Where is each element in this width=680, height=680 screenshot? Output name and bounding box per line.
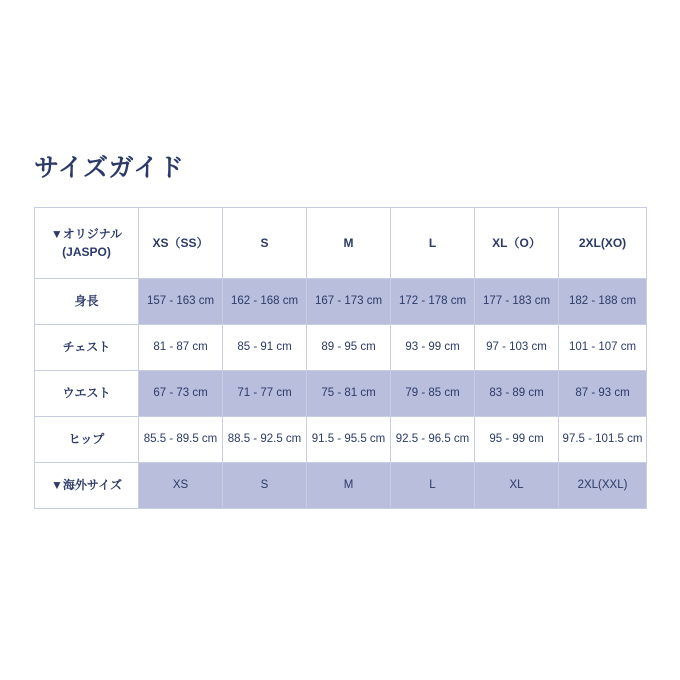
column-header-l: L: [391, 208, 475, 279]
row-label-overseas-size: ▼海外サイズ: [35, 463, 139, 509]
cell-overseas-m: M: [307, 463, 391, 509]
corner-label-line1: ▼オリジナル: [50, 227, 123, 241]
table-body: [35, 279, 647, 509]
cell-chest-s: 85 - 91 cm: [223, 325, 307, 371]
cell-overseas-s: S: [223, 463, 307, 509]
size-guide-table: [34, 207, 647, 509]
table-corner-header: [35, 208, 139, 279]
cell-overseas-xl: XL: [475, 463, 559, 509]
cell-hip-l: 92.5 - 96.5 cm: [391, 417, 475, 463]
table-header: [35, 208, 647, 279]
cell-waist-xs: 67 - 73 cm: [139, 371, 223, 417]
cell-chest-xl: 97 - 103 cm: [475, 325, 559, 371]
row-label-chest: チェスト: [35, 325, 139, 371]
column-header-xs: XS（SS）: [139, 208, 223, 279]
table-row: [35, 463, 647, 509]
cell-waist-m: 75 - 81 cm: [307, 371, 391, 417]
cell-height-s: 162 - 168 cm: [223, 279, 307, 325]
cell-height-m: 167 - 173 cm: [307, 279, 391, 325]
cell-chest-xs: 81 - 87 cm: [139, 325, 223, 371]
cell-chest-2xl: 101 - 107 cm: [559, 325, 647, 371]
table-row: [35, 417, 647, 463]
cell-hip-xs: 85.5 - 89.5 cm: [139, 417, 223, 463]
cell-overseas-2xl: 2XL(XXL): [559, 463, 647, 509]
cell-height-l: 172 - 178 cm: [391, 279, 475, 325]
column-header-xl: XL（O）: [475, 208, 559, 279]
cell-hip-s: 88.5 - 92.5 cm: [223, 417, 307, 463]
cell-waist-xl: 83 - 89 cm: [475, 371, 559, 417]
cell-height-xl: 177 - 183 cm: [475, 279, 559, 325]
table-row: [35, 325, 647, 371]
row-label-height: 身長: [35, 279, 139, 325]
corner-label-line2: (JASPO): [62, 245, 111, 259]
row-label-waist: ウエスト: [35, 371, 139, 417]
cell-chest-l: 93 - 99 cm: [391, 325, 475, 371]
row-label-hip: ヒップ: [35, 417, 139, 463]
cell-height-xs: 157 - 163 cm: [139, 279, 223, 325]
cell-overseas-xs: XS: [139, 463, 223, 509]
column-header-s: S: [223, 208, 307, 279]
cell-hip-xl: 95 - 99 cm: [475, 417, 559, 463]
column-header-2xl: 2XL(XO): [559, 208, 647, 279]
table-header-row: [35, 208, 647, 279]
column-header-m: M: [307, 208, 391, 279]
table-row: [35, 279, 647, 325]
cell-waist-2xl: 87 - 93 cm: [559, 371, 647, 417]
page-title: サイズガイド: [34, 154, 185, 182]
table-row: [35, 371, 647, 417]
cell-height-2xl: 182 - 188 cm: [559, 279, 647, 325]
cell-overseas-l: L: [391, 463, 475, 509]
cell-waist-s: 71 - 77 cm: [223, 371, 307, 417]
cell-chest-m: 89 - 95 cm: [307, 325, 391, 371]
cell-waist-l: 79 - 85 cm: [391, 371, 475, 417]
cell-hip-2xl: 97.5 - 101.5 cm: [559, 417, 647, 463]
cell-hip-m: 91.5 - 95.5 cm: [307, 417, 391, 463]
